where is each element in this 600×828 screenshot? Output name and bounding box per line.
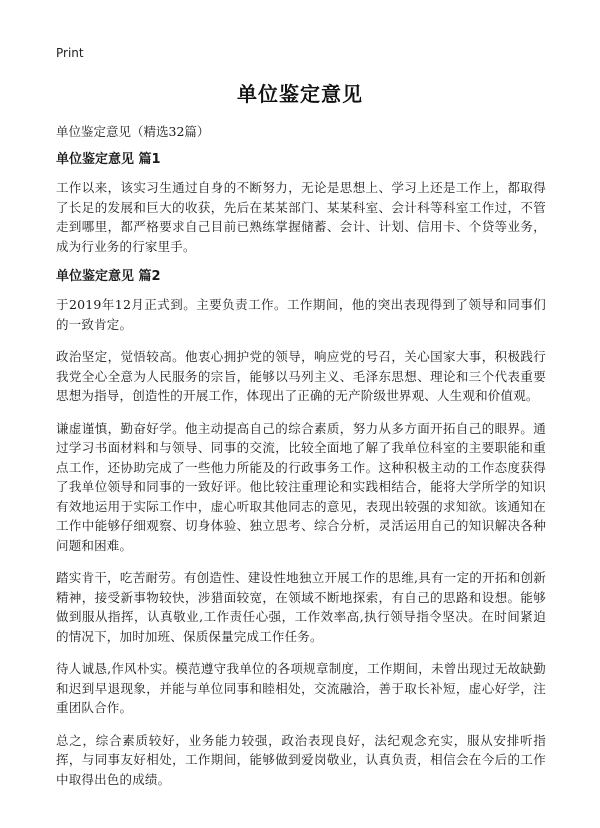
print-link[interactable]: Print bbox=[56, 46, 84, 60]
document-subtitle: 单位鉴定意见（精选32篇） bbox=[56, 124, 210, 139]
paragraph: 政治坚定，觉悟较高。他衷心拥护党的领导，响应党的号召，关心国家大事，积极践行我党全心全意为人民服务的宗旨，能够以马列主义、毛泽东思想、理论和三个代表重要思想为指导，创造性的开展工作，体现出了正确的无产阶级世界观、人生观和价值观。 bbox=[56, 349, 546, 403]
page-title: 单位鉴定意见 bbox=[237, 82, 363, 106]
section-heading: 单位鉴定意见 篇2 bbox=[56, 269, 161, 284]
document-body bbox=[56, 152, 546, 802]
section-2 bbox=[56, 269, 546, 789]
paragraph: 工作以来，该实习生通过自身的不断努力，无论是思想上、学习上还是工作上，都取得了长足的发展和巨大的收获，先后在某某部门、某某科室、会计科等科室工作过，不管走到哪里，都严格要求自己目前已熟练掌握储蓄、会计、计划、信用卡、个贷等业务，成为行业务的行家里手。 bbox=[56, 180, 546, 254]
paragraph: 踏实肯干，吃苦耐劳。有创造性、建设性地独立开展工作的思维,具有一定的开拓和创新精神，接受新事物较快，涉猎面较宽，在领域不断地探索，有自己的思路和设想。能够做到服从指挥，认真敬业,工作责任心强，工作效率高,执行领导指令坚决。在时间紧迫的情况下，加时加班、保质保量完成工作任务。 bbox=[56, 570, 546, 644]
section-heading: 单位鉴定意见 篇1 bbox=[56, 152, 161, 167]
section-1 bbox=[56, 152, 546, 256]
paragraph: 于2019年12月正式到。主要负责工作。工作期间，他的突出表现得到了领导和同事们的一致肯定。 bbox=[56, 297, 546, 332]
paragraph: 谦虚谨慎，勤奋好学。他主动提高自己的综合素质，努力从多方面开拓自己的眼界。通过学习书面材料和与领导、同事的交流，比较全面地了解了我单位科室的主要职能和重点工作，还协助完成了一些他力所能及的行政事务工作。这种积极主动的工作态度获得了我单位领导和同事的一致好评。他比较注重理论和实践相结合，能将大学所学的知识有效地运用于实际工作中，虚心听取其他同志的意见，表现出较强的求知欲。该通知在工作中能够仔细观察、切身体验、独立思考、综合分析，灵活运用自己的知识解决各种问题和困难。 bbox=[56, 420, 546, 553]
paragraph: 总之，综合素质较好，业务能力较强，政治表现良好，法纪观念充实，服从安排听指挥，与同事友好相处，工作期间，能够做到爱岗敬业，认真负责，相信会在今后的工作中取得出色的成绩。 bbox=[56, 732, 546, 787]
paragraph: 待人诚恳,作风朴实。模范遵守我单位的各项规章制度，工作期间，未曾出现过无故缺勤和迟到早退现象，并能与单位同事和睦相处，交流融洽，善于取长补短，虚心好学，注重团队合作。 bbox=[56, 661, 546, 715]
